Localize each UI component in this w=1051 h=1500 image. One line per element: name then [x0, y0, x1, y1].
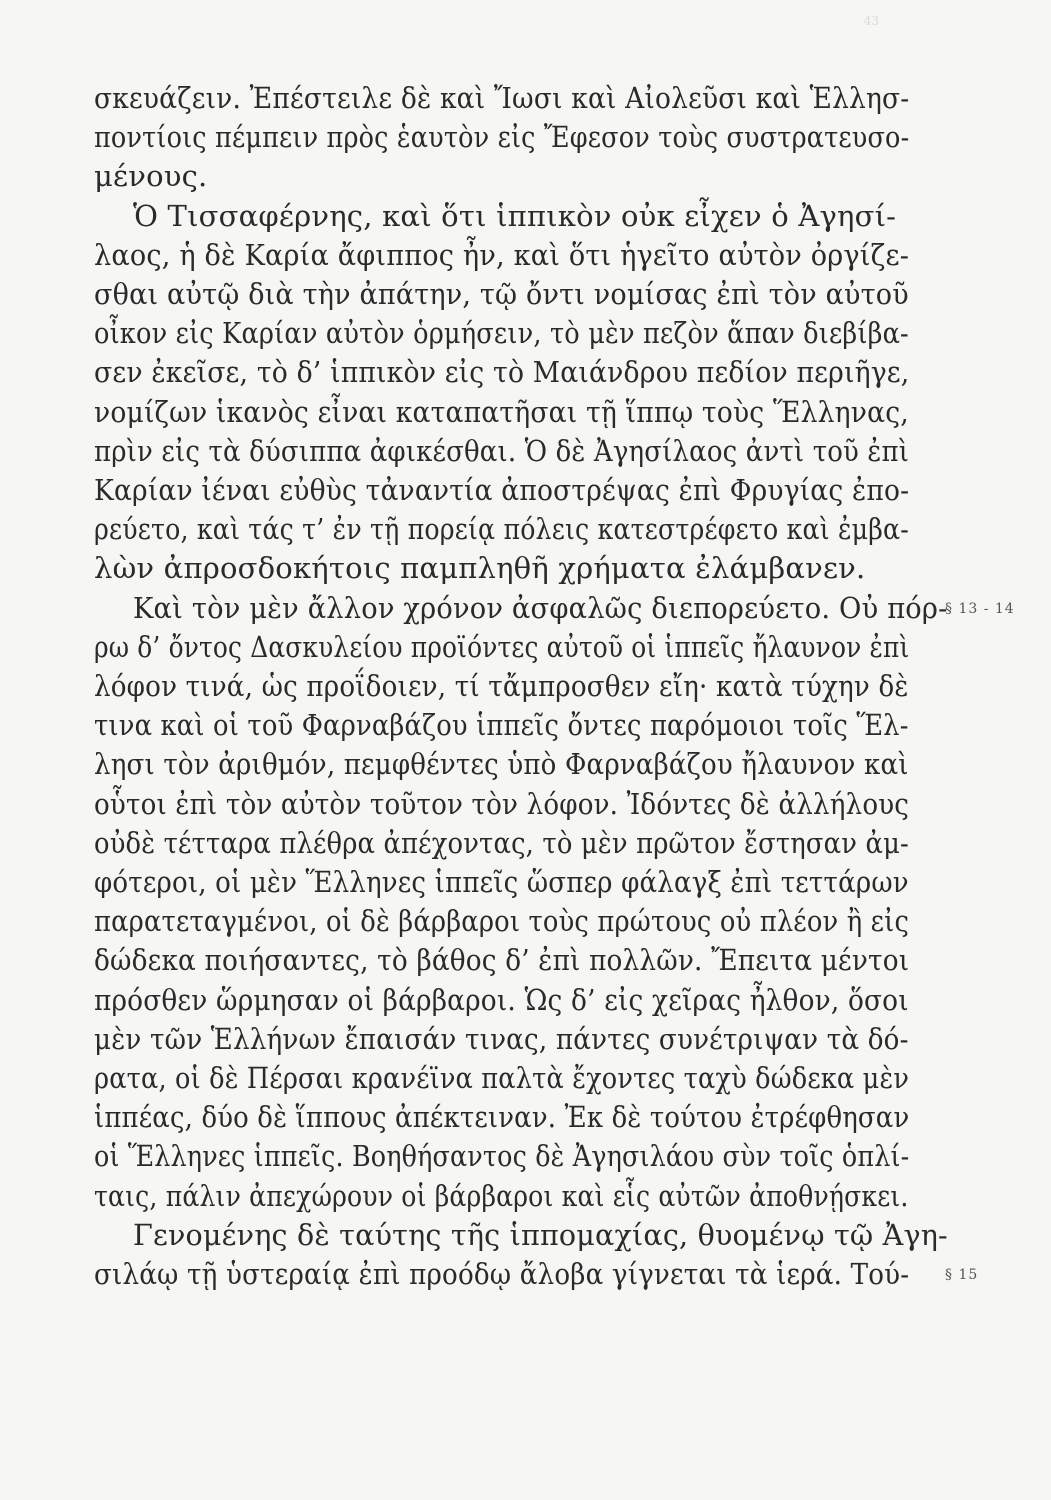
- text-line: νομίζων ἱκανὸς εἶναι καταπατῆσαι τῇ ἵππῳ τοὺς Ἕλληνας,: [94, 394, 909, 429]
- text-line: πρόσθεν ὥρμησαν οἱ βάρβαροι. Ὡς δ’ εἰς χεῖρας ἦλθον, ὅσοι: [94, 982, 909, 1017]
- section-marginal-reference: § 15: [945, 1267, 979, 1283]
- text-line: φότεροι, οἱ μὲν Ἕλληνες ἱππεῖς ὥσπερ φάλαγξ ἐπὶ τεττάρων: [94, 865, 909, 899]
- text-line: λὼν ἀπροσδοκήτοις παμπληθῆ χρήματα ἐλάμβανεν.: [94, 551, 866, 586]
- text-line: ρω δ’ ὄντος Δασκυλείου προϊόντες αὐτοῦ οἱ ἱππεῖς ἤλαυνον ἐπὶ: [94, 629, 910, 664]
- text-line: σθαι αὐτῷ διὰ τὴν ἀπάτην, τῷ ὄντι νομίσας ἐπὶ τὸν αὐτοῦ: [94, 277, 909, 311]
- text-line: παρατεταγμένοι, οἱ δὲ βάρβαροι τοὺς πρώτους οὐ πλέον ἢ εἰς: [94, 904, 910, 939]
- text-line: σιλάῳ τῇ ὑστεραίᾳ ἐπὶ προόδῳ ἄλοβα γίγνεται τὰ ἱερά. Τού-: [94, 1257, 910, 1291]
- text-line: Καρίαν ἰέναι εὐθὺς τἀναντία ἀποστρέψας ἐπὶ Φρυγίας ἐπο-: [94, 473, 910, 507]
- text-line: μένους.: [94, 159, 208, 194]
- text-line: μὲν τῶν Ἑλλήνων ἔπαισάν τινας, πάντες συνέτριψαν τὰ δό-: [94, 1021, 909, 1056]
- text-line: ποντίοις πέμπειν πρὸς ἑαυτὸν εἰς Ἔφεσον τοὺς συστρατευσο-: [94, 120, 910, 155]
- text-line: Καὶ τὸν μὲν ἄλλον χρόνον ἀσφαλῶς διεπορεύετο. Οὐ πόρ-: [133, 590, 948, 625]
- text-line: Γενομένης δὲ ταύτης τῆς ἱππομαχίας, θυομένῳ τῷ Ἀγη-: [133, 1217, 948, 1252]
- text-line: δώδεκα ποιήσαντες, τὸ βάθος δ’ ἐπὶ πολλῶν. Ἔπειτα μέντοι: [94, 943, 910, 978]
- text-line: σκευάζειν. Ἐπέστειλε δὲ καὶ Ἴωσι καὶ Αἰολεῦσι καὶ Ἑλλησ-: [94, 81, 910, 115]
- text-line: ταις, πάλιν ἀπεχώρουν οἱ βάρβαροι καὶ εἷς αὐτῶν ἀποθνῄσκει.: [94, 1178, 909, 1213]
- text-line: οἶκον εἰς Καρίαν αὐτὸν ὁρμήσειν, τὸ μὲν πεζὸν ἅπαν διεβίβα-: [94, 316, 909, 351]
- text-line: πρὶν εἰς τὰ δύσιππα ἀφικέσθαι. Ὁ δὲ Ἀγησίλαος ἀντὶ τοῦ ἐπὶ: [94, 433, 910, 468]
- text-line: λαος, ἡ δὲ Καρία ἄφιππος ἦν, καὶ ὅτι ἡγεῖτο αὐτὸν ὀργίζε-: [94, 237, 910, 272]
- text-line: ἱππέας, δύο δὲ ἵππους ἀπέκτειναν. Ἐκ δὲ τούτου ἐτρέφθησαν: [94, 1100, 910, 1135]
- text-line: οὗτοι ἐπὶ τὸν αὐτὸν τοῦτον τὸν λόφον. Ἰδόντες δὲ ἀλλήλους: [94, 786, 910, 821]
- text-line: οἱ Ἕλληνες ἱππεῖς. Βοηθήσαντος δὲ Ἀγησιλάου σὺν τοῖς ὁπλί-: [94, 1139, 910, 1174]
- text-line: λόφον τινά, ὡς προΐδοιεν, τί τἄμπροσθεν εἴη· κατὰ τύχην δὲ: [94, 669, 909, 703]
- section-marginal-reference: § 13 - 14: [945, 600, 1015, 617]
- text-line: Ὁ Τισσαφέρνης, καὶ ὅτι ἱππικὸν οὐκ εἶχεν ὁ Ἀγησί-: [133, 198, 897, 233]
- text-line: τινα καὶ οἱ τοῦ Φαρναβάζου ἱππεῖς ὄντες παρόμοιοι τοῖς Ἕλ-: [94, 708, 909, 743]
- text-line: σεν ἐκεῖσε, τὸ δ’ ἱππικὸν εἰς τὸ Μαιάνδρου πεδίον περιῆγε,: [94, 355, 910, 390]
- text-line: ρεύετο, καὶ τάς τ’ ἐν τῇ πορείᾳ πόλεις κατεστρέφετο καὶ ἐμβα-: [94, 512, 909, 547]
- text-line: λησι τὸν ἀριθμόν, πεμφθέντες ὑπὸ Φαρναβάζου ἤλαυνον καὶ: [94, 747, 909, 782]
- page-number: 43: [863, 14, 879, 28]
- text-line: ρατα, οἱ δὲ Πέρσαι κρανέϊνα παλτὰ ἔχοντες ταχὺ δώδεκα μὲν: [94, 1061, 910, 1095]
- text-line: οὐδὲ τέτταρα πλέθρα ἀπέχοντας, τὸ μὲν πρῶτον ἔστησαν ἀμ-: [94, 825, 909, 860]
